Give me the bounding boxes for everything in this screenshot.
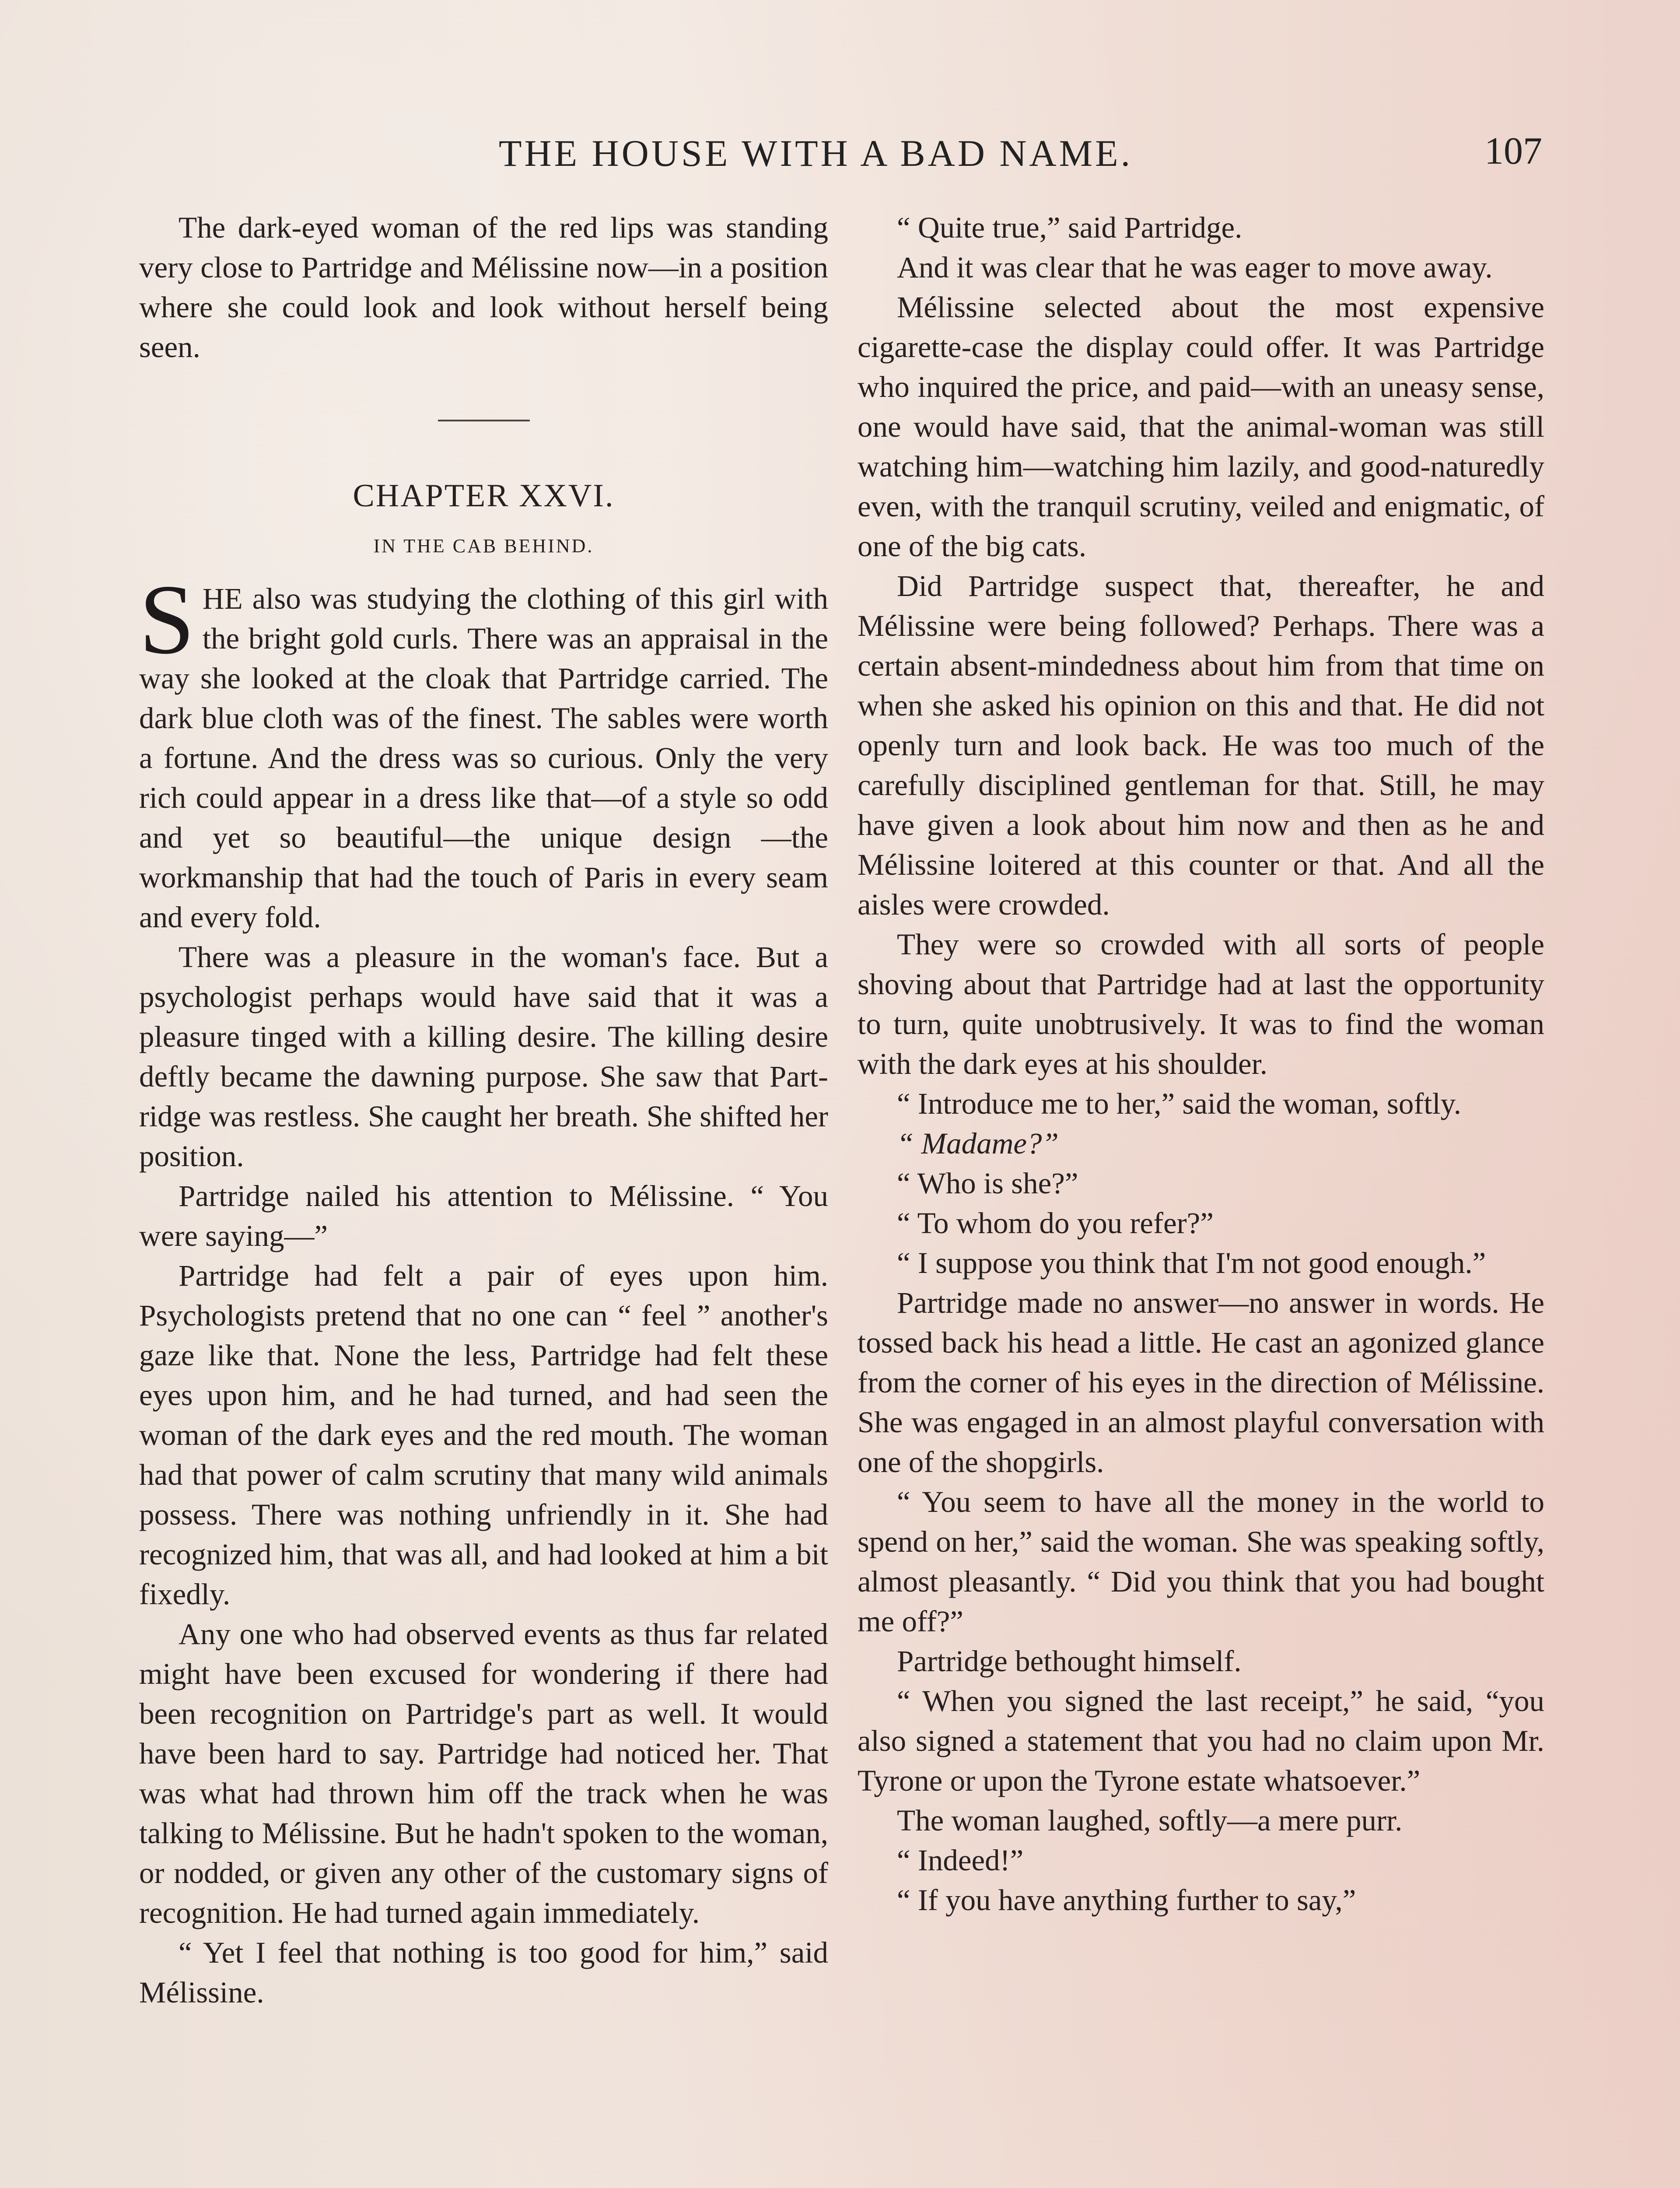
paragraph: “ Indeed!” [897, 1844, 1024, 1877]
paragraph: “ Yet I feel that nothing is too good for him,” said Mélissine. [139, 1936, 828, 2009]
paragraph: “ Who is she?” [897, 1167, 1078, 1200]
page-number: 107 [1484, 130, 1542, 172]
paragraph: Partridge bethought himself. [897, 1645, 1242, 1678]
paragraph: “ To whom do you refer?” [897, 1206, 1214, 1240]
paragraph: “ Quite true,” said Partridge. [897, 211, 1242, 244]
chapter-subtitle: IN THE CAB BEHIND. [373, 535, 594, 557]
paragraph: Did Partridge suspect that, thereafter, he and Mélissine were being followed? Perhaps. There was a certain absent-mindedness about him from that time on when she asked his opinion on this and that. He did not openly turn and look back. He was too much of the carefully disciplined gentleman for that. Still, he may have given a look about him now and then as he and Mélissine loitered at this counter or that. And all the aisles were crowded. [858, 569, 1544, 921]
paragraph: Partridge made no answer—no answer in words. He tossed back his head a little. He cast an agonized glance from the corner of his eyes in the direction of Mélissine. She was engaged in an almost playful conversation with one of the shopgirls. [858, 1286, 1544, 1479]
paragraph: Any one who had observed events as thus far related might have been excused for wondering if there had been recognition on Partridge's part as well. It would have been hard to say. Partridge had noticed her. That was what had thrown him off the track when he was talking to Mélissine. But he hadn't spoken to the woman, or nodded, or given any other of the customary signs of recognition. He had turned again immediately. [139, 1617, 828, 1929]
paragraph: “ Introduce me to her,” said the woman, softly. [897, 1087, 1461, 1120]
running-head-title: THE HOUSE WITH A BAD NAME. [499, 132, 1133, 174]
paragraph-opening-text: HE also was studying the clothing of this girl with the bright gold curls. There was an appraisal in the way she looked at the cloak that Partridge carried. The dark blue cloth was of the finest. The sables were worth a fortune. And the dress was so curious. Only the very rich could appear in a dress like that—of a style so odd and yet so beautiful—the unique design —the workmanship that had the touch of Paris in every seam and every fold. [139, 582, 828, 934]
paragraph-intro: The dark-eyed woman of the red lips was standing very close to Partridge and Mélissine now—in a position where she could look and look without herself being seen. [139, 211, 828, 364]
paragraph: Mélissine selected about the most expensive cigarette-case the display could offer. It was Partridge who inquired the price, and paid—with an uneasy sense, one would have said, that the animal-woman was still watching him—watching him lazily, and good-naturedly even, with the tranquil scrutiny, veiled and enigmatic, of one of the big cats. [858, 291, 1544, 563]
paragraph: “ You seem to have all the money in the world to spend on her,” said the woman. She was speaking softly, almost pleasantly. “ Did you think that you had bought me off?” [858, 1485, 1544, 1638]
paragraph: There was a pleasure in the woman's face. But a psychologist perhaps would have said that it was a pleasure tinged with a killing desire. The killing desire deftly became the dawning purpose. She saw that Partridge was restless. She caught her breath. She shifted her position. [139, 940, 828, 1173]
paragraph: They were so crowded with all sorts of people shoving about that Partridge had at last the opportunity to turn, quite unobtrusively. It was to find the woman with the dark eyes at his shoulder. [858, 928, 1544, 1080]
paragraph: “ I suppose you think that I'm not good enough.” [897, 1246, 1486, 1280]
paragraph: “ When you signed the last receipt,” he said, “you also signed a statement that you had no claim upon Mr. Tyrone or upon the Tyrone estate whatsoever.” [858, 1684, 1544, 1797]
paragraph: Partridge nailed his attention to Mélissine. “ You were saying—” [139, 1179, 828, 1252]
right-column [858, 208, 1544, 1920]
drop-cap: S [139, 565, 195, 675]
paragraph: “ If you have anything further to say,” [897, 1883, 1356, 1917]
paragraph: And it was clear that he was eager to move away. [897, 251, 1493, 284]
chapter-title: CHAPTER XXVI. [353, 478, 615, 514]
paragraph: “ Madame?” [897, 1127, 1059, 1160]
section-divider [438, 420, 530, 421]
paragraph-opening [139, 565, 828, 937]
paragraph: Partridge had felt a pair of eyes upon him. Psychologists pretend that no one can “ feel ” another's gaze like that. None the less, Partridge had felt these eyes upon him, and he had turned, and had seen the woman of the dark eyes and the red mouth. The woman had that power of calm scrutiny that many wild animals possess. There was nothing unfriendly in it. She had recognized him, that was all, and had looked at him a bit fixedly. [139, 1259, 828, 1611]
paragraph: The woman laughed, softly—a mere purr. [897, 1804, 1403, 1837]
left-column [139, 208, 828, 2013]
